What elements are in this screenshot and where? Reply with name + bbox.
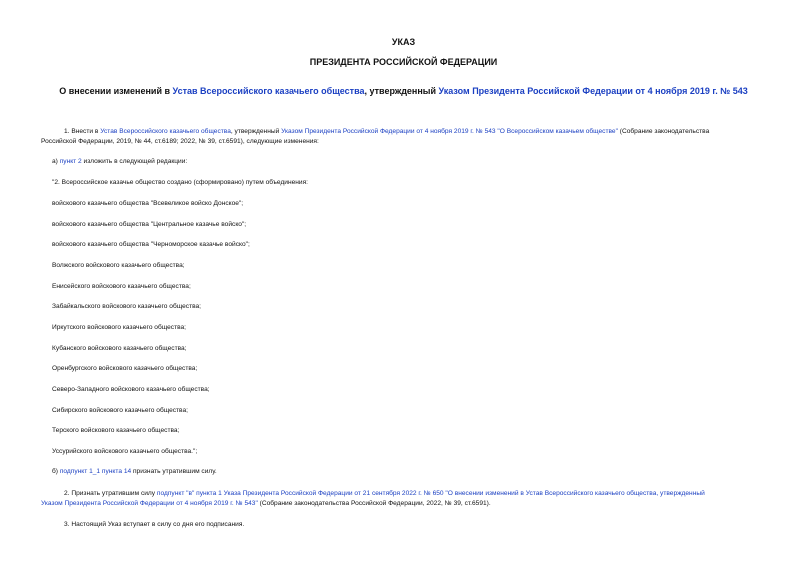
para1-text: , утвержденный (230, 128, 282, 135)
subparagraph-b (52, 467, 217, 477)
list-item: Иркутского войскового казачьего общества; (52, 324, 187, 331)
sub-b-link[interactable]: подпункт 1_1 пункта 14 (59, 468, 132, 475)
sub-a-link[interactable]: пункт 2 (59, 158, 82, 165)
subtitle-link-decree[interactable]: Указом Президента Российской Федерации от 4 ноября 2019 г. № 543 (438, 86, 748, 96)
sub-a-text: а) (52, 158, 60, 165)
para2-link-1[interactable]: подпункт "в" пункта 1 Указа Президента Российской Федерации от 21 сентября 2022 г. № 650 "О внесении изменений в Устав Всероссийского казачьего общества, утвержденный (156, 490, 705, 497)
subtitle-text: , утвержденный (364, 86, 439, 96)
paragraph-2-line-1 (64, 489, 705, 499)
para2-text: (Собрание законодательства Российской Федерации, 2022, № 39, ст.6591). (257, 500, 491, 507)
paragraph-2-line-2 (41, 499, 491, 509)
list-item: Северо-Западного войскового казачьего общества; (52, 386, 210, 393)
subtitle-link-charter[interactable]: Устав Всероссийского казачьего общества (172, 86, 365, 96)
para1-link-charter[interactable]: Устав Всероссийского казачьего общества (100, 128, 231, 135)
para2-link-2[interactable]: Указом Президента Российской Федерации от 4 ноября 2019 г. № 543" (41, 500, 258, 507)
list-item: Уссурийского войскового казачьего общества."; (52, 448, 198, 455)
list-item: Оренбургского войскового казачьего общества; (52, 365, 198, 372)
list-item: Забайкальского войскового казачьего общества; (52, 303, 202, 310)
list-item: Волжского войскового казачьего общества; (52, 262, 185, 269)
list-item: Сибирского войскового казачьего общества; (52, 407, 188, 414)
subtitle-text: О внесении изменений в (59, 86, 173, 96)
para1-text: (Собрание законодательства (617, 128, 710, 135)
paragraph-3: 3. Настоящий Указ вступает в силу со дня его подписания. (64, 521, 245, 528)
decree-heading: УКАЗ (391, 37, 416, 47)
quote-intro: "2. Всероссийское казачье общество создано (сформировано) путем объединения: (52, 179, 309, 186)
paragraph-1-line-2: Российской Федерации, 2019, № 44, ст.6189; 2022, № 39, ст.6591), следующие изменения: (41, 138, 319, 145)
list-item: войскового казачьего общества "Черноморское казачье войско"; (52, 241, 250, 248)
sub-b-text: признать утратившим силу. (131, 468, 217, 475)
paragraph-1-line-1 (64, 127, 709, 137)
list-item: войскового казачьего общества "Всевеликое войско Донское"; (52, 200, 244, 207)
sub-b-text: б) (52, 468, 60, 475)
subparagraph-a (52, 157, 187, 167)
decree-issuer: ПРЕЗИДЕНТА РОССИЙСКОЙ ФЕДЕРАЦИИ (309, 57, 498, 67)
list-item: Терского войскового казачьего общества; (52, 427, 180, 434)
para2-text: 2. Признать утратившим силу (64, 490, 157, 497)
list-item: войскового казачьего общества "Центральное казачье войско"; (52, 221, 247, 228)
para1-link-decree[interactable]: Указом Президента Российской Федерации от 4 ноября 2019 г. № 543 "О Всероссийском казачьем обществе" (281, 128, 618, 135)
list-item: Енисейского войскового казачьего общества; (52, 283, 191, 290)
list-item: Кубанского войскового казачьего общества; (52, 345, 187, 352)
decree-subtitle (30, 86, 777, 96)
sub-a-text: изложить в следующей редакции: (81, 158, 188, 165)
para1-text: 1. Внести в (64, 128, 101, 135)
